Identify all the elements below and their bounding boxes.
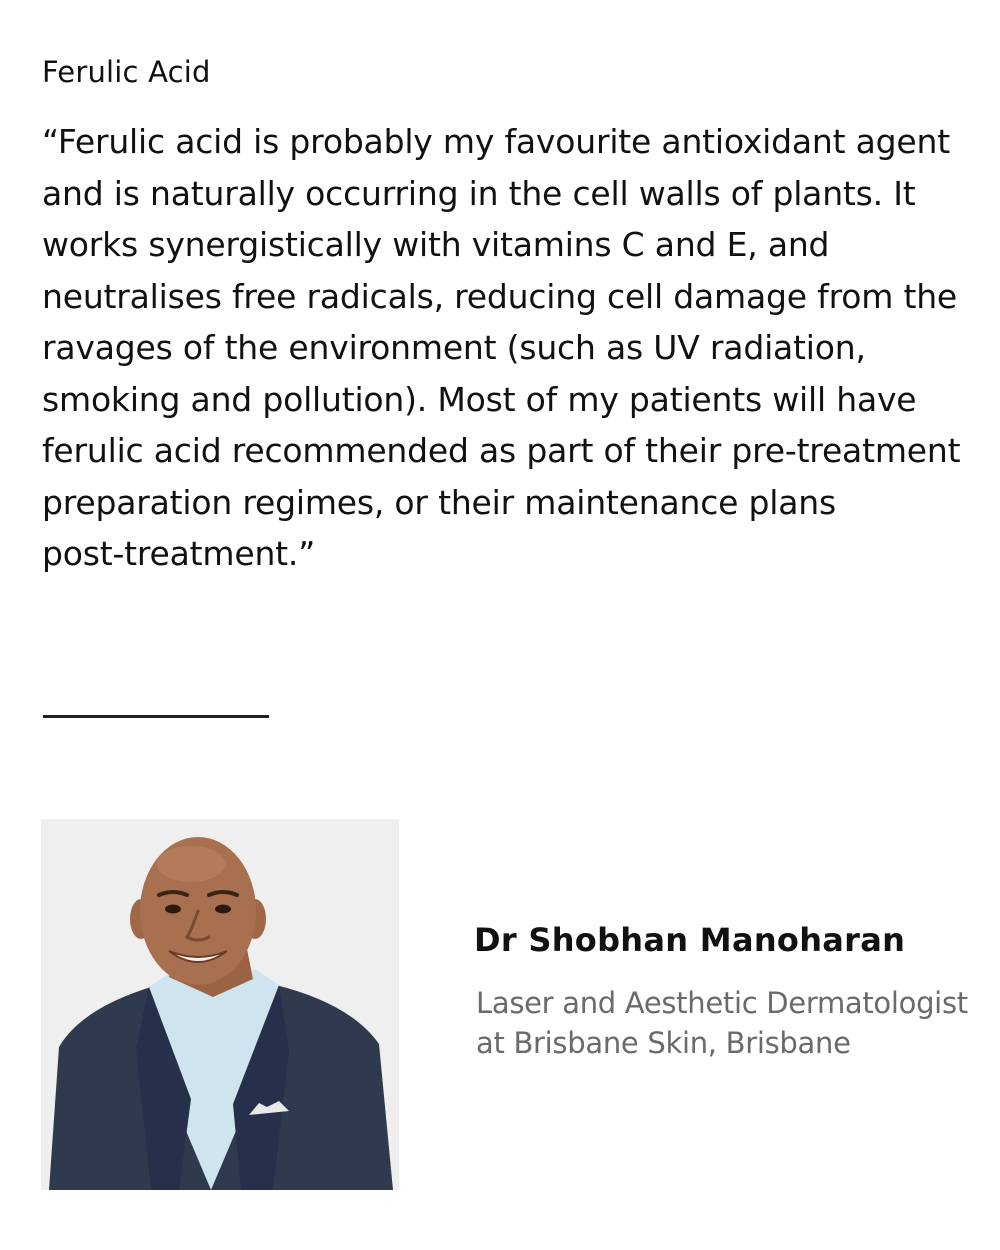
author-role-line: Laser and Aesthetic Dermatologist — [476, 986, 968, 1020]
portrait-illustration — [41, 819, 399, 1190]
quote-line: neutralises free radicals, reducing cell damage from the — [42, 276, 958, 316]
quote-text — [42, 116, 961, 580]
author-role — [476, 983, 976, 1063]
section-divider — [43, 715, 269, 718]
author-name: Dr Shobhan Manoharan — [474, 921, 906, 959]
quote-line: ferulic acid recommended as part of their pre-treatment — [42, 431, 961, 470]
quote-line: ravages of the environment (such as UV radiation, — [42, 328, 866, 367]
author-role-line: at Brisbane Skin, Brisbane — [476, 1026, 851, 1060]
quote-line: works synergistically with vitamins C and E, and — [42, 225, 830, 264]
quote-line: post-treatment.” — [42, 534, 316, 573]
quote-line: smoking and pollution). Most of my patients will have — [42, 379, 917, 419]
quote-line: and is naturally occurring in the cell walls of plants. It — [42, 173, 916, 213]
quote-line: “Ferulic acid is probably my favourite antioxidant agent — [42, 122, 950, 161]
topic-heading: Ferulic Acid — [42, 55, 211, 89]
quote-line: preparation regimes, or their maintenance plans — [42, 482, 836, 522]
author-portrait — [41, 819, 399, 1190]
